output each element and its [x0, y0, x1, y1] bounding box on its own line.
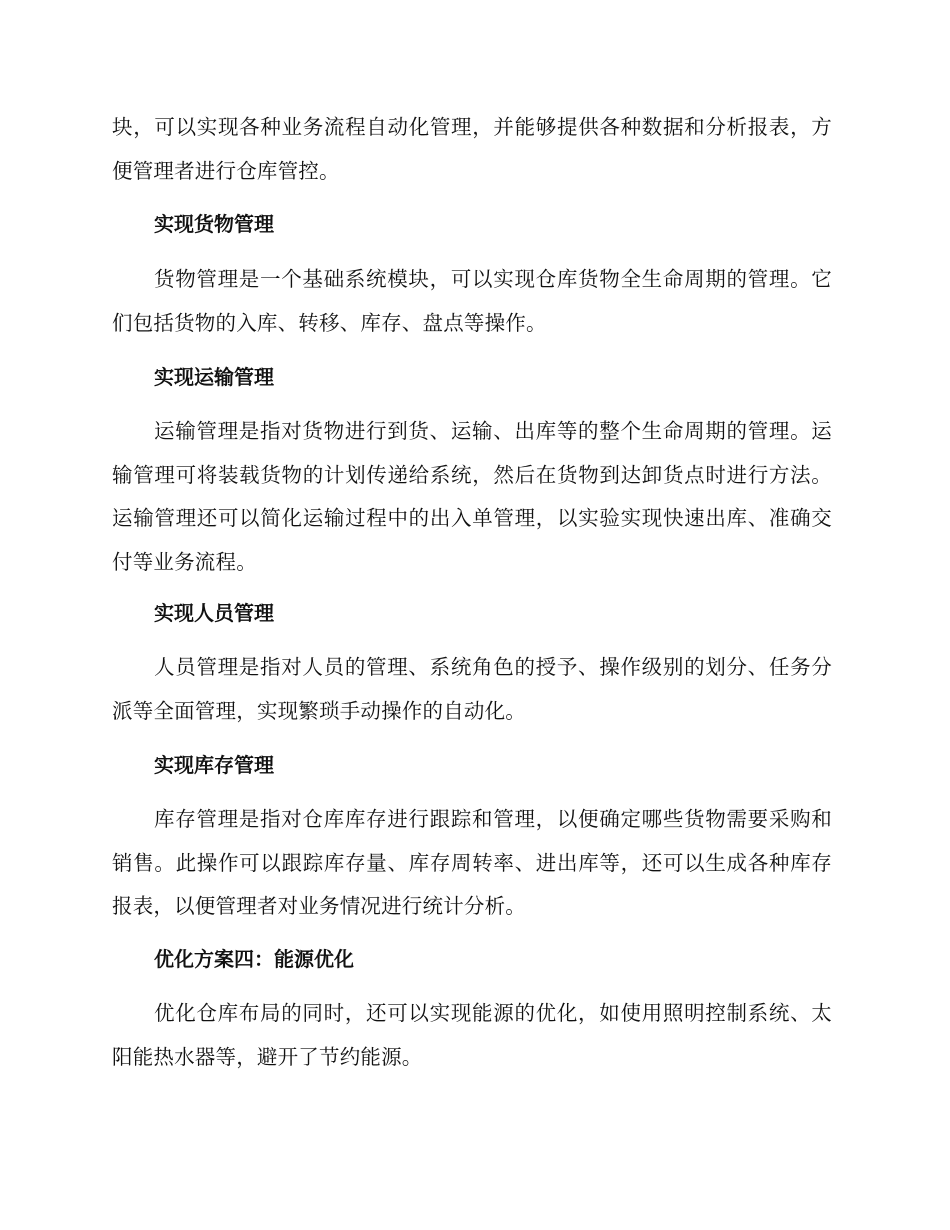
section-body-transport: 运输管理是指对货物进行到货、运输、出库等的整个生命周期的管理。运输管理可将装载货物的计划传递给系统，然后在货物到达卸货点时进行方法。运输管理还可以简化运输过程中的出入单管理，以实验实现快速出库、准确交付等业务流程。: [112, 419, 832, 574]
section-heading-goods: 实现货物管理: [154, 212, 274, 236]
section-body-goods: 货物管理是一个基础系统模块，可以实现仓库货物全生命周期的管理。它们包括货物的入库、转移、库存、盘点等操作。: [112, 267, 832, 335]
section-heading-personnel: 实现人员管理: [154, 601, 274, 625]
continuation-paragraph: 块，可以实现各种业务流程自动化管理，并能够提供各种数据和分析报表，方便管理者进行仓库管控。: [112, 115, 832, 183]
section-heading-transport: 实现运输管理: [154, 365, 274, 389]
section-body-energy: 优化仓库布局的同时，还可以实现能源的优化，如使用照明控制系统、太阳能热水器等，避开了节约能源。: [112, 1001, 832, 1069]
section-body-personnel: 人员管理是指对人员的管理、系统角色的授予、操作级别的划分、任务分派等全面管理，实现繁琐手动操作的自动化。: [112, 655, 832, 723]
section-heading-energy: 优化方案四：能源优化: [154, 947, 354, 971]
section-body-inventory: 库存管理是指对仓库库存进行跟踪和管理，以便确定哪些货物需要采购和销售。此操作可以跟踪库存量、库存周转率、进出库等，还可以生成各种库存报表，以便管理者对业务情况进行统计分析。: [112, 807, 832, 918]
section-heading-inventory: 实现库存管理: [154, 753, 274, 777]
